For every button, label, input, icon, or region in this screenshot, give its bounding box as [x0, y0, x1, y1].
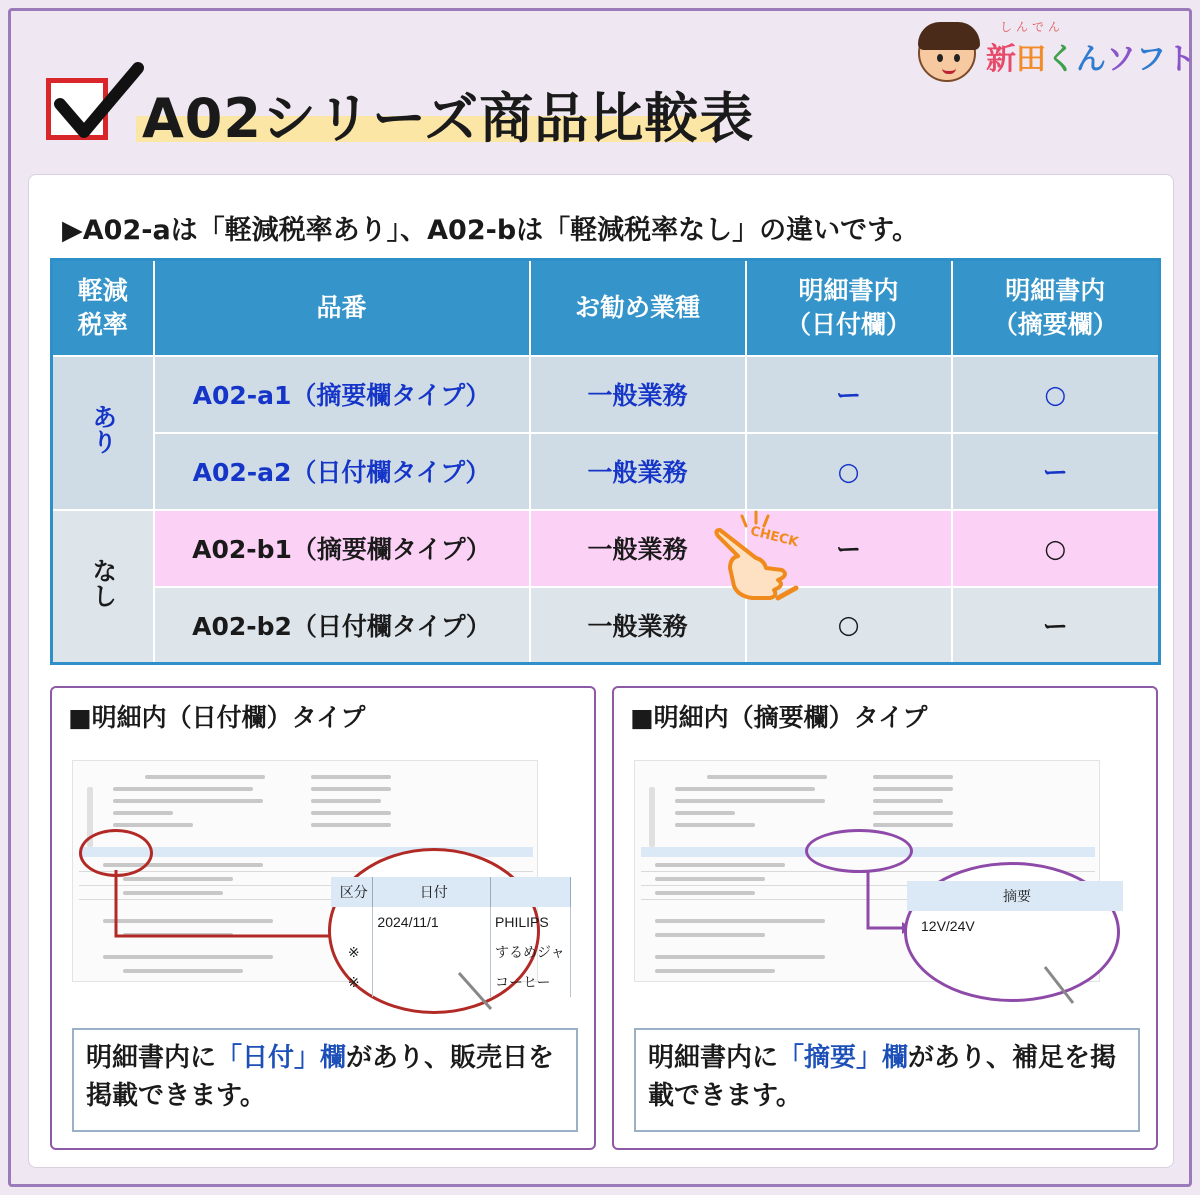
product-cell: A02-a2（日付欄タイプ）: [154, 433, 530, 510]
check-label: CHECK: [748, 523, 800, 551]
comparison-table: [50, 258, 1161, 665]
header-summary-column: 明細書内 （摘要欄）: [952, 260, 1160, 356]
note-summary-type: 明細書内に「摘要」欄があり、補足を掲載できます。: [634, 1028, 1140, 1132]
product-cell: A02-b1（摘要欄タイプ）: [154, 510, 530, 587]
table-row: [52, 356, 1160, 433]
intro-text: ▶A02-aは「軽減税率あり」、A02-bは「軽減税率なし」の違いです。: [62, 215, 920, 246]
table-row: [52, 510, 1160, 587]
page-title: A02シリーズ商品比較表: [142, 87, 755, 150]
date-cell: ○: [746, 433, 952, 510]
brand-logo: [914, 18, 1196, 82]
mascot-face-icon: [918, 24, 976, 82]
note-date-type: 明細書内に「日付」欄があり、販売日を掲載できます。: [72, 1028, 578, 1132]
group-ari: あり: [52, 356, 154, 510]
header-industry: お勧め業種: [530, 260, 746, 356]
summary-cell: ー: [952, 587, 1160, 664]
panel-summary-type: [612, 686, 1158, 1150]
date-cell: ○: [746, 587, 952, 664]
panel-title: ■明細内（日付欄）タイプ: [68, 703, 366, 732]
product-cell: A02-b2（日付欄タイプ）: [154, 587, 530, 664]
industry-cell: 一般業務: [530, 587, 746, 664]
logo-ruby: しんでん: [1000, 20, 1065, 34]
header-product: 品番: [154, 260, 530, 356]
date-cell: ー: [746, 356, 952, 433]
group-nashi: なし: [52, 510, 154, 664]
summary-cell: ー: [952, 433, 1160, 510]
industry-cell: 一般業務: [530, 356, 746, 433]
zoom-date-column: 区分 日付 2024/11/1 PHILIPS ※ するめジャ ※ コーヒー: [328, 848, 540, 1014]
header-date-column: 明細書内 （日付欄）: [746, 260, 952, 356]
product-cell: A02-a1（摘要欄タイプ）: [154, 356, 530, 433]
industry-cell: 一般業務: [530, 510, 746, 587]
summary-cell: ○: [952, 356, 1160, 433]
table-header-row: [52, 260, 1160, 356]
industry-cell: 一般業務: [530, 433, 746, 510]
checkmark-icon: [54, 62, 144, 142]
pointing-hand-icon: [712, 508, 822, 608]
table-row: [52, 587, 1160, 664]
zoom-connector: [112, 868, 352, 948]
date-cell: ー: [746, 510, 952, 587]
table-row: [52, 433, 1160, 510]
logo-text: 新田くんソフト: [986, 42, 1196, 77]
summary-cell: ○: [952, 510, 1160, 587]
zoom-summary-column: 摘要 12V/24V: [904, 862, 1120, 1002]
panel-title: ■明細内（摘要欄）タイプ: [630, 703, 928, 732]
header-tax-rate: 軽減 税率: [52, 260, 154, 356]
panel-date-type: [50, 686, 596, 1150]
